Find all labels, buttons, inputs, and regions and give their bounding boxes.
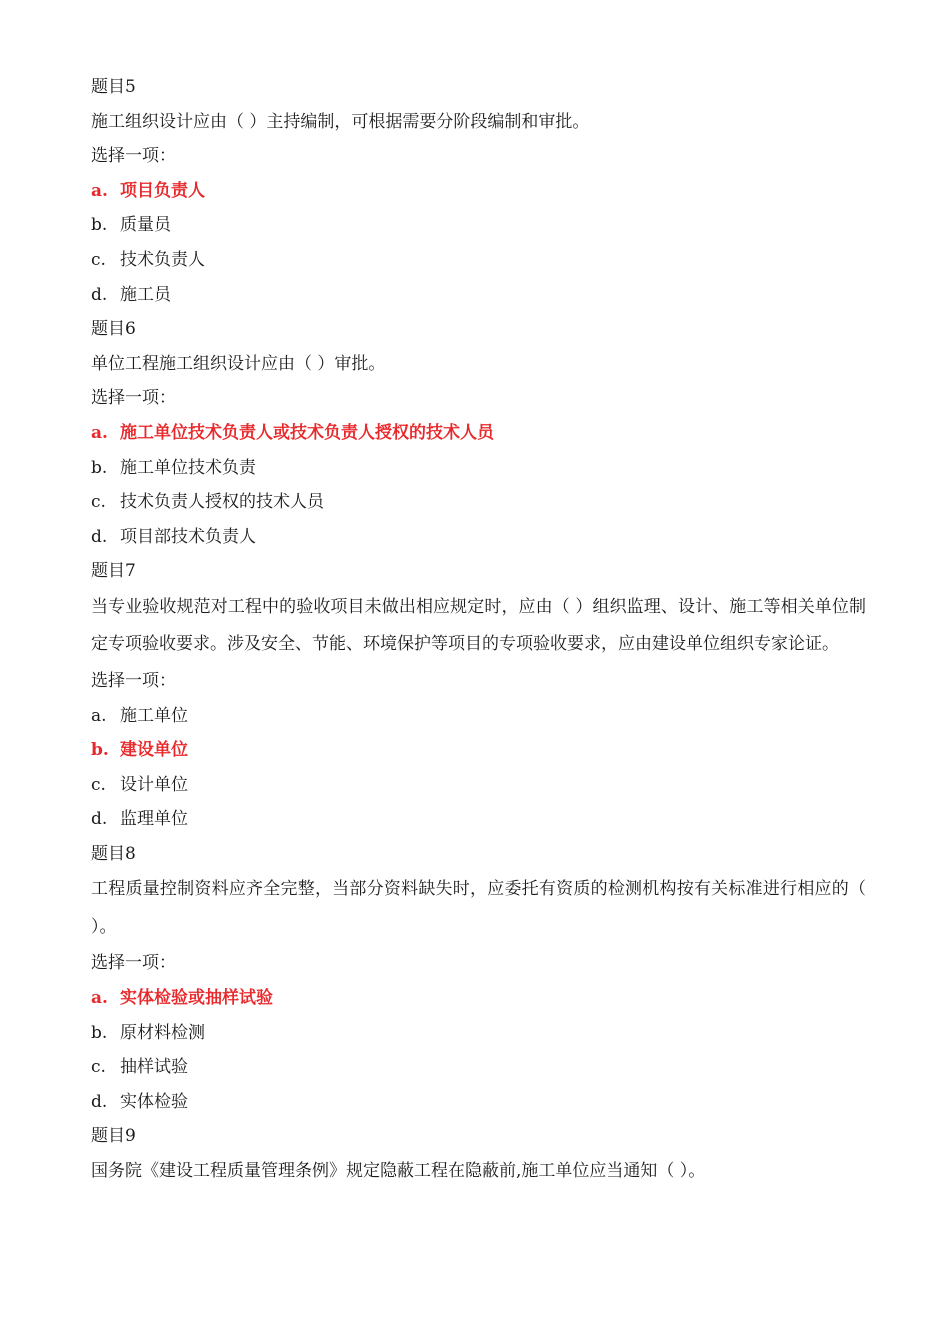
option-letter: c. xyxy=(91,774,106,795)
question-stem: 工程质量控制资料应齐全完整，当部分资料缺失时，应委托有资质的检测机构按有关标准进行相应的（ ）。 xyxy=(91,879,866,937)
option-letter: d. xyxy=(91,526,108,547)
option-letter: d. xyxy=(91,284,108,305)
option-a-correct xyxy=(91,416,866,451)
option-text: 设计单位 xyxy=(120,774,188,795)
option-text: 施工单位技术负责人或技术负责人授权的技术人员 xyxy=(120,422,494,443)
option-letter: b. xyxy=(91,740,109,761)
option-text: 技术负责人 xyxy=(120,249,205,270)
choice-prompt: 选择一项： xyxy=(91,146,176,167)
option-d xyxy=(91,802,866,837)
option-b xyxy=(91,208,866,243)
choice-prompt: 选择一项： xyxy=(91,388,176,409)
option-a-correct xyxy=(91,174,866,209)
option-c xyxy=(91,1050,866,1085)
option-d xyxy=(91,278,866,313)
choice-prompt: 选择一项： xyxy=(91,670,176,691)
option-text: 原材料检测 xyxy=(120,1022,205,1043)
question-8 xyxy=(91,837,866,1120)
option-letter: d. xyxy=(91,809,108,830)
question-stem: 当专业验收规范对工程中的验收项目未做出相应规定时，应由（ ）组织监理、设计、施工等相关单位制定专项验收要求。涉及安全、节能、环境保护等项目的专项验收要求，应由建设单位组织专家论证。 xyxy=(91,596,866,655)
option-c xyxy=(91,485,866,520)
question-heading: 题目8 xyxy=(91,843,136,864)
option-text: 抽样试验 xyxy=(120,1057,188,1078)
option-text: 实体检验 xyxy=(120,1091,188,1112)
question-9 xyxy=(91,1119,866,1188)
option-text: 技术负责人授权的技术人员 xyxy=(120,492,324,513)
option-d xyxy=(91,520,866,555)
question-stem: 单位工程施工组织设计应由（ ）审批。 xyxy=(91,353,386,374)
question-6 xyxy=(91,312,866,554)
option-c xyxy=(91,768,866,803)
question-stem: 施工组织设计应由（ ）主持编制，可根据需要分阶段编制和审批。 xyxy=(91,111,590,132)
option-letter: a. xyxy=(91,705,107,726)
option-letter: a. xyxy=(91,422,108,443)
option-c xyxy=(91,243,866,278)
option-b xyxy=(91,1016,866,1051)
option-letter: a. xyxy=(91,988,108,1009)
option-letter: c. xyxy=(91,492,106,513)
option-letter: b. xyxy=(91,1022,108,1043)
question-5 xyxy=(91,70,866,312)
option-text: 实体检验或抽样试验 xyxy=(120,988,273,1009)
question-heading: 题目6 xyxy=(91,319,136,340)
option-b-correct xyxy=(91,733,866,768)
option-text: 建设单位 xyxy=(120,740,188,761)
question-heading: 题目5 xyxy=(91,77,136,97)
option-letter: b. xyxy=(91,215,108,236)
option-text: 监理单位 xyxy=(120,809,188,830)
option-letter: c. xyxy=(91,249,106,270)
option-text: 项目部技术负责人 xyxy=(120,526,256,547)
option-text: 施工员 xyxy=(120,284,171,305)
option-letter: d. xyxy=(91,1091,108,1112)
option-text: 项目负责人 xyxy=(120,180,205,201)
option-text: 质量员 xyxy=(120,215,171,236)
option-letter: c. xyxy=(91,1057,106,1078)
choice-prompt: 选择一项： xyxy=(91,953,176,974)
option-text: 施工单位 xyxy=(120,705,188,726)
option-letter: a. xyxy=(91,180,108,201)
option-text: 施工单位技术负责 xyxy=(120,457,256,478)
option-letter: b. xyxy=(91,457,108,478)
question-heading: 题目9 xyxy=(91,1126,136,1147)
option-b xyxy=(91,451,866,486)
question-heading: 题目7 xyxy=(91,561,136,582)
document-page xyxy=(91,70,866,1189)
option-a xyxy=(91,699,866,734)
option-a-correct xyxy=(91,981,866,1016)
option-d xyxy=(91,1085,866,1120)
question-stem: 国务院《建设工程质量管理条例》规定隐蔽工程在隐蔽前,施工单位应当通知（ ）。 xyxy=(91,1161,706,1182)
question-7 xyxy=(91,554,866,837)
